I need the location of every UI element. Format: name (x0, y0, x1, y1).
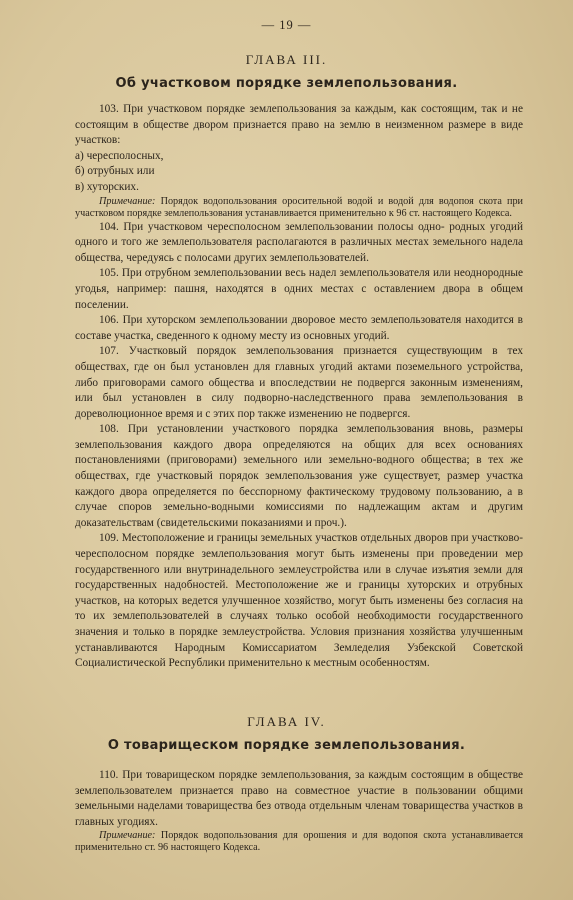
section-105: 105. При отрубном землепользовании весь надел землепользователя или неоднородные угодья, например: пашня, находятся в одних местах с оставлением двора в общем поселении. (75, 267, 523, 311)
chapter-4-title: О товарищеском порядке землепользования. (107, 738, 466, 753)
note-text: Порядок водопользования оросительной водой и водой для водопоя скота при участковом порядке землепользования устанавливается применительно к 96 ст. настоящего Кодекса. (75, 195, 524, 219)
section-103: 103. При участковом порядке землепользования за каждым, как состоящим, так и не состоящим в обществе двором признается право на землю в неизменном размере в виде участков: (75, 103, 523, 147)
list-item: б) отрубных или (75, 165, 155, 178)
section-103-list (75, 149, 523, 196)
chapter-4-label: ГЛАВА IV. (247, 714, 326, 729)
chapter-3-body (75, 102, 523, 672)
list-item: в) хуторских. (75, 180, 139, 193)
chapter-3-title: Об участковом порядке землепользования. (115, 76, 458, 91)
section-110: 110. При товарищеском порядке землепользования, за каждым состоящим в обществе землепользователем признается право на совместное участие в пользовании общими земельными наделами товарищества без отвода отдельным членам товарищества участков в главных угодиях. (75, 769, 523, 828)
section-104: 104. При участковом чересполосном землепользовании полосы одно- родных угодий одного и того же землепользователя располагаются в различных местах земельного надела общества, чередуясь с полосами других землепользователей. (75, 220, 523, 264)
list-item: а) чересполосных, (75, 149, 164, 162)
section-109: 109. Местоположение и границы земельных участков отдельных дворов при участково-чересполосном порядке землепользования могут быть изменены при проведении мер государственного или внутринадельного землеустройства или в случае изъятия земли для государственных надобностей. Местоположение же и границы хуторских и отрубных участков, на которых ведется улучшенное хозяйство, могут быть изменены без согласия на то их землепользователей в случаях только особой необходимости государственного значения и только в порядке землеустройства. Условия признания хозяйства улучшенным устанавливаются Народным Комиссариатом Земледелия Узбекской Советской Социалистической Республики применительно к местным особенностям. (75, 532, 523, 670)
section-107: 107. Участковый порядок землепользования признается существующим в тех обществах, где он был установлен для главных угодий актами поземельного устройства, либо приговорами самого общества и впоследствии не подвергся законным изменениям, или был установлен в силу подворно-наследственного права землепользования в дореволюционное время и с этих пор также изменению не подвергся. (75, 345, 523, 420)
note-text: Порядок водопользования для орошения и для водопоя скота устанавливается применительно ст. 96 настоящего Кодекса. (75, 830, 524, 854)
chapter-4-body (75, 768, 523, 854)
section-108: 108. При установлении участкового порядка землепользования вновь, размеры землепользования каждого двора определяются на общих для всех основаниях постановлениями (приговорами) земельного или земельно-водного общества; в тех же обществах, где участковый порядок землепользования уже существует, размер участка каждого двора определяется по бесспорному фактическому трудовому пользованию, а в случае споров земельно-водными комиссиями по надлежащим актам и другим доказательствам (свидетельскими показаниями и проч.). (75, 423, 523, 529)
note-label: Примечание: (99, 195, 156, 207)
section-110-note (75, 830, 523, 854)
chapter-3-label: ГЛАВА III. (245, 52, 328, 67)
page-number: — 19 — (261, 18, 312, 32)
section-106: 106. При хуторском землепользовании дворовое место землепользователя находится в составе участка, сведенного к одному месту из основных угодий. (75, 314, 523, 342)
section-103-note (75, 196, 523, 220)
note-label: Примечание: (99, 830, 156, 842)
